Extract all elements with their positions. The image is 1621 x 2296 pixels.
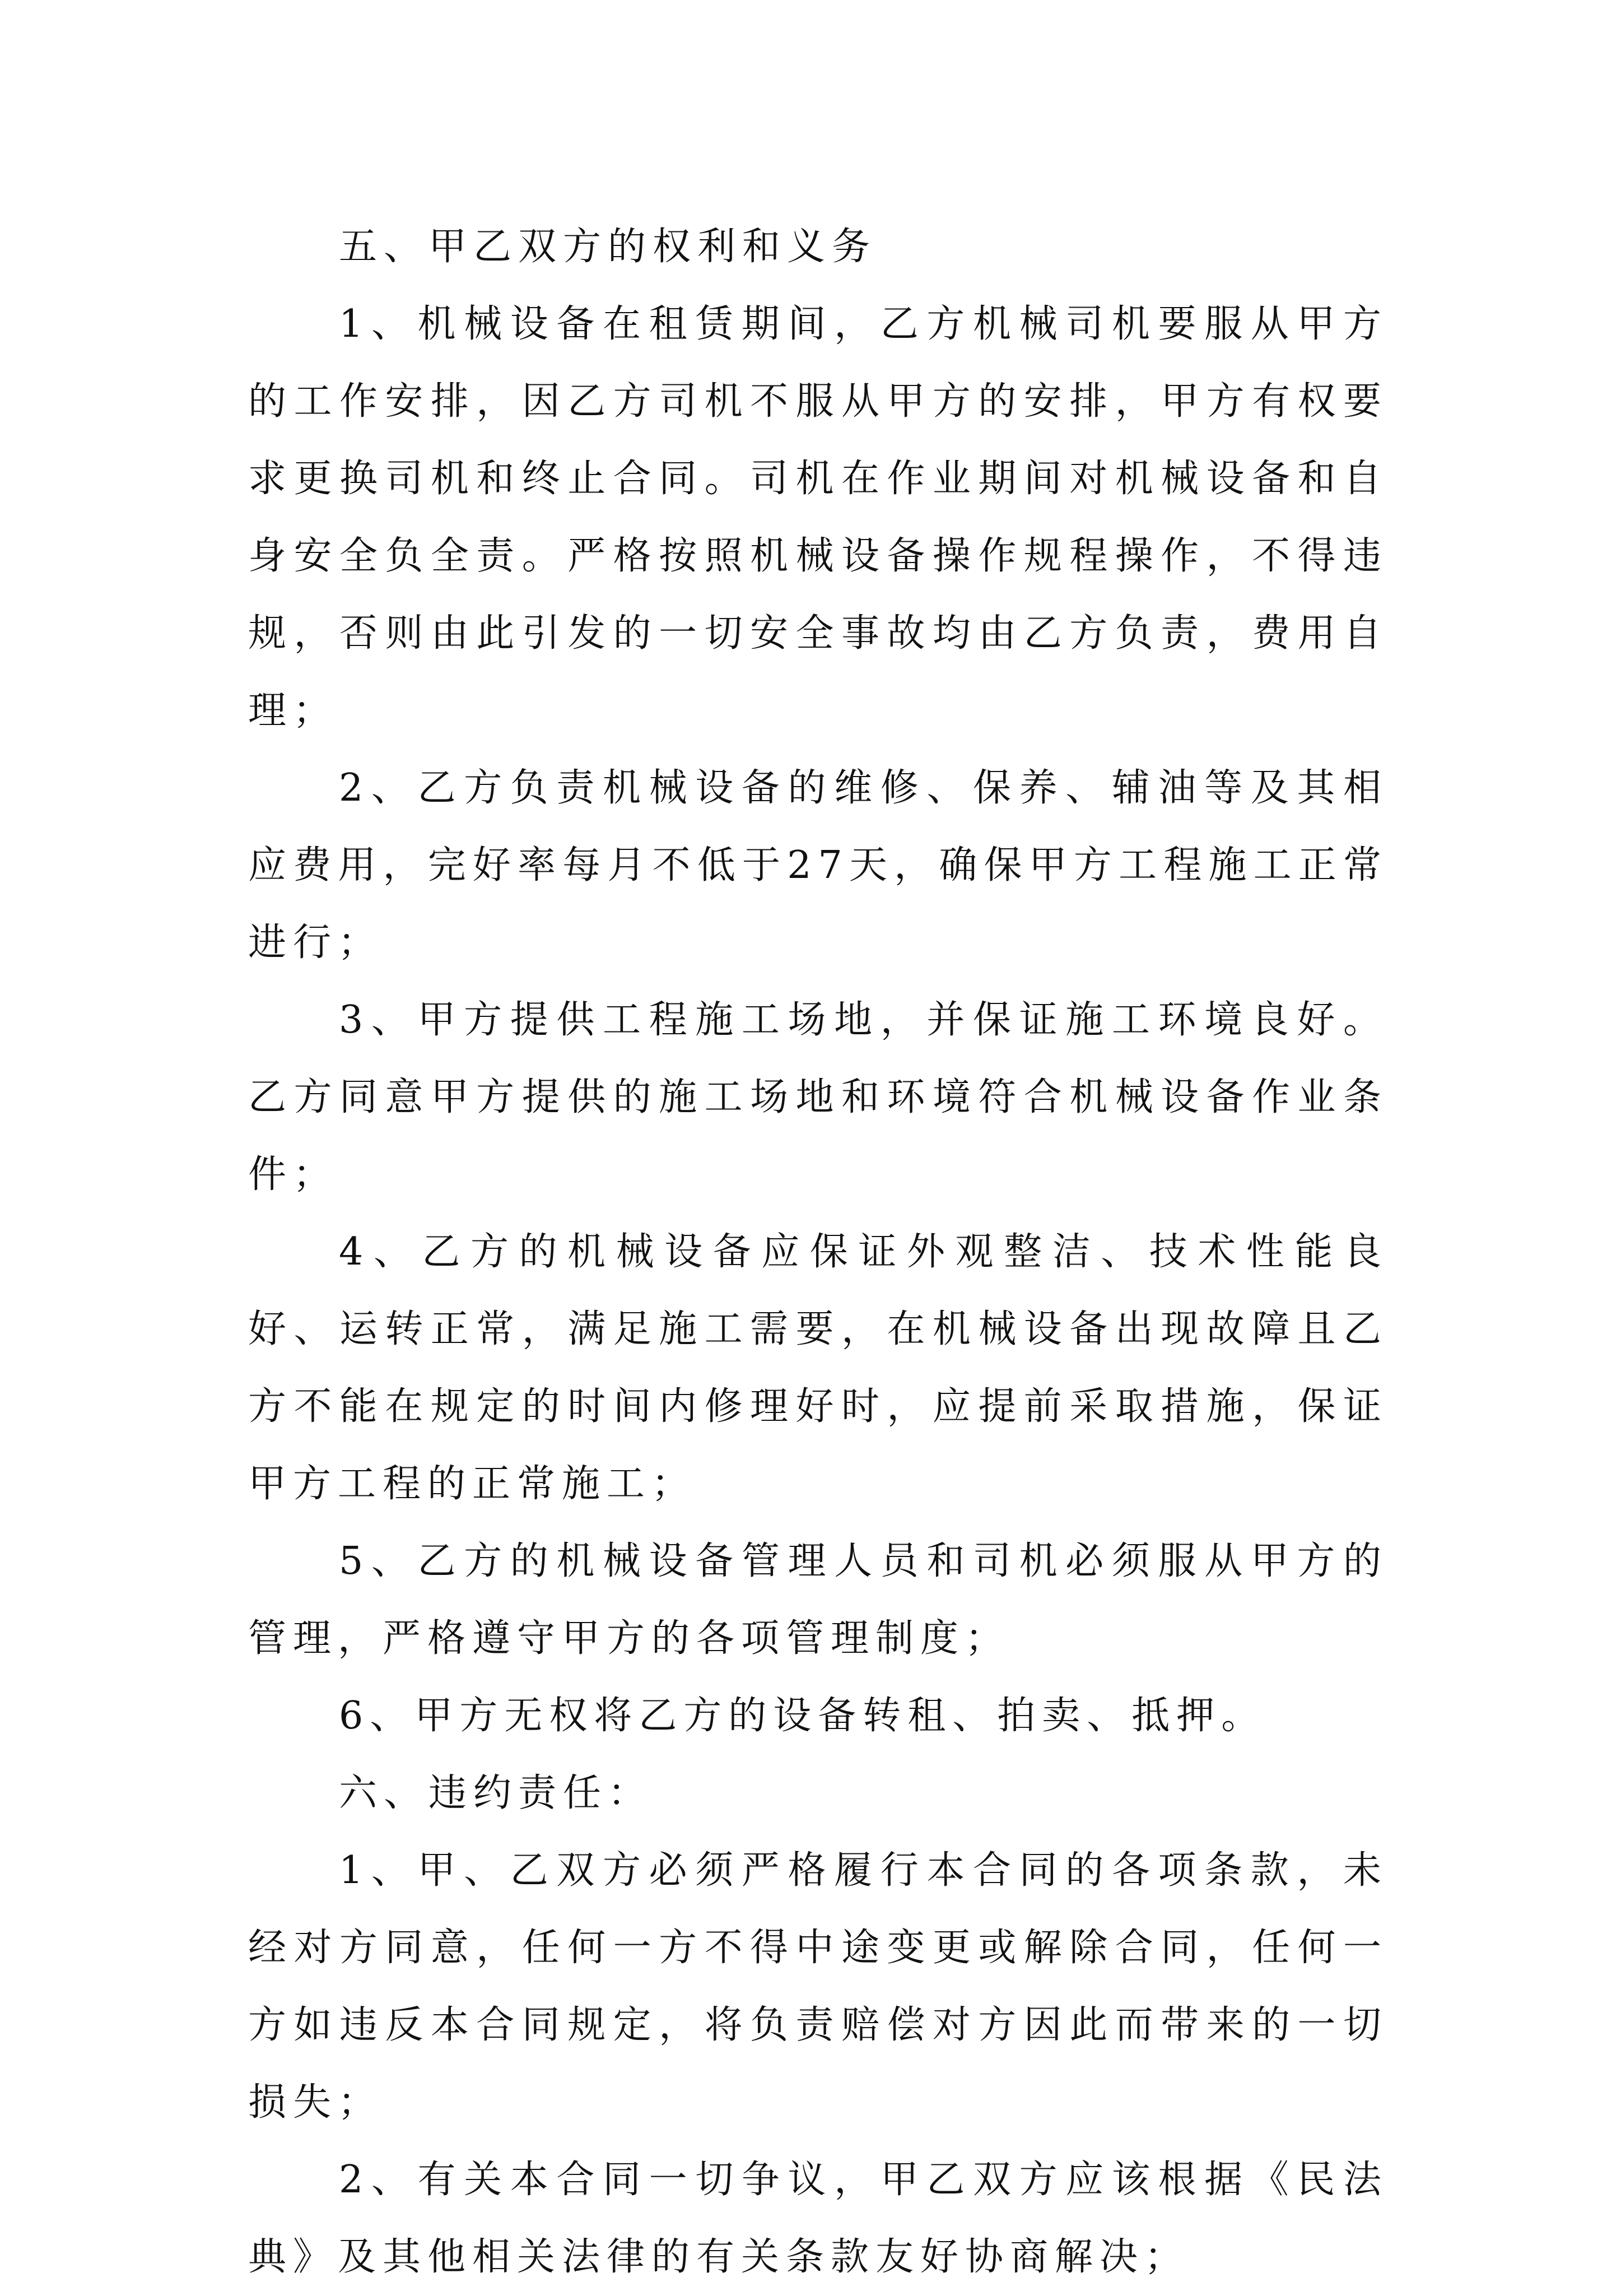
clause-paragraph: 6、甲方无权将乙方的设备转租、拍卖、抵押。 bbox=[339, 1694, 1266, 1738]
clause-paragraph: 1、机械设备在租赁期间，乙方机械司机要服从甲方的工作安排，因乙方司机不服从甲方的安排，甲方有权要求更换司机和终止合同。司机在作业期间对机械设备和自身安全负全责。严格按照机械设备操作规程操作，不得违规，否则由此引发的一切安全事故均由乙方负责，费用自理； bbox=[248, 302, 1388, 733]
clause-paragraph: 3、甲方提供工程施工场地，并保证施工环境良好。乙方同意甲方提供的施工场地和环境符合机械设备作业条件； bbox=[248, 998, 1388, 1197]
section-heading-liability: 六、违约责任： bbox=[339, 1771, 653, 1815]
clause-paragraph: 2、有关本合同一切争议，甲乙双方应该根据《民法典》及其他相关法律的有关条款友好协商解决； bbox=[248, 2158, 1388, 2279]
clause-paragraph: 5、乙方的机械设备管理人员和司机必须服从甲方的管理，严格遵守甲方的各项管理制度； bbox=[248, 1539, 1388, 1661]
clause-paragraph: 1、甲、乙双方必须严格履行本合同的各项条款，未经对方同意，任何一方不得中途变更或解除合同，任何一方如违反本合同规定，将负责赔偿对方因此而带来的一切损失； bbox=[248, 1848, 1388, 2125]
section-heading-rights-obligations: 五、甲乙双方的权利和义务 bbox=[339, 225, 877, 269]
document-body bbox=[248, 208, 1388, 2296]
clause-paragraph: 4、乙方的机械设备应保证外观整洁、技术性能良好、运转正常，满足施工需要，在机械设备出现故障且乙方不能在规定的时间内修理好时，应提前采取措施，保证甲方工程的正常施工； bbox=[248, 1230, 1388, 1506]
clause-paragraph: 2、乙方负责机械设备的维修、保养、辅油等及其相应费用，完好率每月不低于27天，确保甲方工程施工正常进行； bbox=[248, 766, 1388, 965]
